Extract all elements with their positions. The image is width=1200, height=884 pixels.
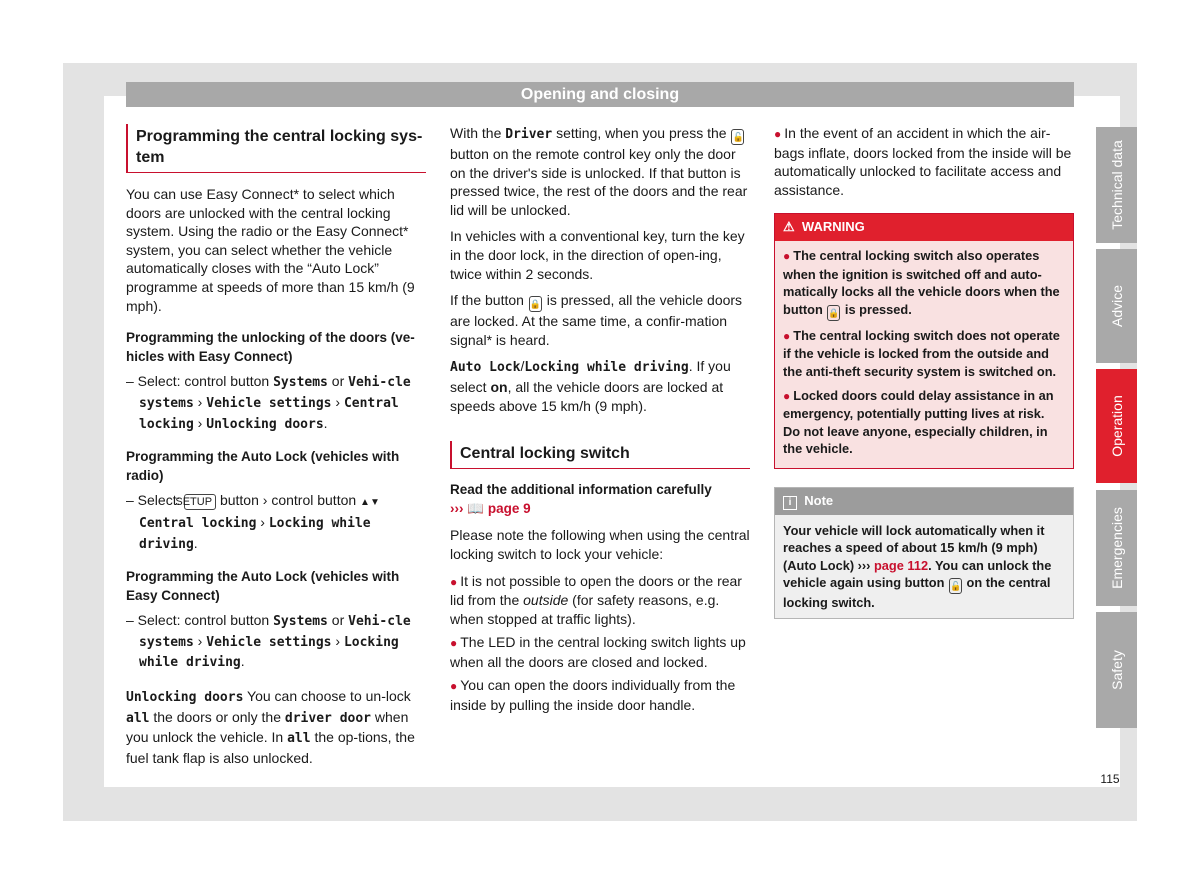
note-body: Your vehicle will lock automatically when it reaches a speed of about 15 km/h (9 mph) (Auto Lock) ››› page 112. You can unlock the vehicle again using button 🔓 on the central locking switch. [783, 522, 1052, 611]
read-additional-info: Read the additional information carefully ››› 📖 page 9 [450, 482, 712, 516]
unlock-button-icon: 🔓 [949, 578, 962, 594]
book-icon: 📖 [467, 500, 485, 516]
bullet-accident: ● In the event of an accident in which the air-bags inflate, doors locked from the inside will be automatically unlocked to facilitate access and assistance. [774, 125, 1072, 198]
warning-body [775, 241, 1073, 468]
warning-box [774, 213, 1074, 469]
subheading-auto-lock-radio: Programming the Auto Lock (vehicles with radio) [126, 449, 400, 483]
tab-operation[interactable]: Operation [1096, 369, 1137, 483]
note-header: i Note [775, 488, 1073, 515]
unlock-button-icon: 🔓 [731, 129, 744, 145]
cross-reference-arrows-icon: ››› [857, 557, 871, 573]
auto-lock-paragraph: Auto Lock/Locking while driving. If you select on, all the vehicle doors are locked at speeds above 15 km/h (9 mph). [450, 358, 731, 414]
column-middle [450, 124, 750, 723]
warning-item: ● Locked doors could delay assistance in an emergency, potentially putting lives at risk. Do not leave anyone, especially children, in the vehicle. [783, 387, 1054, 457]
note-box [774, 487, 1074, 619]
intro-paragraph: You can use Easy Connect* to select which doors are unlocked with the central locking system. Using the radio or the Easy Connect* system, you can select whether the vehicle automatically closes with the “Auto Lock” programme at speeds of more than 15 km/h (9 mph). [126, 186, 415, 314]
bullet-led: ● The LED in the central locking switch lights up when all the doors are closed and locked. [450, 634, 746, 670]
bullet-outside-open: ● It is not possible to open the doors or the rear lid from the outside (for safety reasons, e.g. when stopped at traffic lights). [450, 572, 742, 627]
cross-reference-arrows-icon: ››› [450, 500, 464, 516]
heading-programming-central-locking: Programming the central locking sys-tem [126, 124, 426, 173]
bullet-dot-icon: ● [450, 574, 458, 589]
bullet-inside-handle: ● You can open the doors individually from the inside by pulling the inside door handle. [450, 677, 736, 714]
lock-button-icon: 🔒 [827, 305, 840, 321]
tab-technical-data[interactable]: Technical data [1096, 127, 1137, 243]
page-9-link[interactable]: page 9 [487, 500, 531, 516]
warning-header: ⚠ WARNING [775, 214, 1073, 241]
warning-triangle-icon: ⚠ [783, 219, 795, 235]
bullet-dot-icon: ● [450, 679, 458, 694]
subheading-unlocking-doors: Programming the unlocking of the doors (ve-hicles with Easy Connect) [126, 330, 415, 364]
info-icon: i [783, 496, 797, 510]
bullet-dot-icon: ● [774, 127, 782, 141]
instruction-unlocking-doors: – Select: control button Systems or Vehi-cle systems › Vehicle settings › Central locking › Unlocking doors. [126, 373, 411, 432]
conventional-key-paragraph: In vehicles with a conventional key, turn the key in the door lock, in the direction of open-ing, twice within 2 seconds. [450, 228, 745, 282]
tab-safety[interactable]: Safety [1096, 612, 1137, 728]
heading-central-locking-switch: Central locking switch [450, 441, 750, 469]
bullet-dot-icon: ● [783, 248, 791, 263]
driver-setting-paragraph: With the Driver setting, when you press the 🔓 button on the remote control key only the door on the driver's side is unlocked. If that button is pressed twice, the rest of the doors and the rear lid will be unlocked. [450, 125, 748, 218]
tab-advice[interactable]: Advice [1096, 249, 1137, 363]
bullet-dot-icon: ● [450, 636, 458, 651]
bullet-dot-icon: ● [783, 328, 791, 343]
section-header-title: Opening and closing [520, 86, 680, 103]
warning-item: ● The central locking switch also operates when the ignition is switched off and auto-matically locks all the vehicle doors when the button 🔒 is pressed. [783, 247, 1065, 321]
setup-button-icon: SETUP [184, 494, 216, 510]
tab-emergencies[interactable]: Emergencies [1096, 490, 1137, 606]
bullet-dot-icon: ● [783, 388, 791, 403]
lock-button-icon: 🔒 [529, 296, 542, 312]
up-down-arrows-icon: ▲▼ [360, 497, 380, 509]
warning-item: ● The central locking switch does not operate if the vehicle is locked from the outside and the anti-theft security system is switched on. [783, 327, 1060, 379]
column-left [126, 124, 426, 775]
column-right [774, 124, 1074, 619]
unlocking-doors-paragraph: Unlocking doors You can choose to un-lock all the doors or only the driver door when you unlock the vehicle. In all the op-tions, the fuel tank flap is also unlocked. [126, 688, 415, 766]
switch-intro-paragraph: Please note the following when using the central locking switch to lock your vehicle: [450, 527, 750, 562]
instruction-auto-lock-radio: – Select: SETUP button › control button ▲▼ Central locking › Locking while driving. [126, 492, 380, 552]
page-number: 115 [1100, 772, 1120, 786]
page-112-link[interactable]: page 112 [870, 557, 929, 573]
section-header-bar [126, 82, 1074, 107]
instruction-auto-lock-easy-connect: – Select: control button Systems or Vehi-cle systems › Vehicle settings › Locking while driving. [126, 612, 411, 671]
lock-button-paragraph: If the button 🔒 is pressed, all the vehicle doors are locked. At the same time, a confir-mation signal* is heard. [450, 292, 743, 348]
subheading-auto-lock-easy-connect: Programming the Auto Lock (vehicles with Easy Connect) [126, 569, 400, 603]
